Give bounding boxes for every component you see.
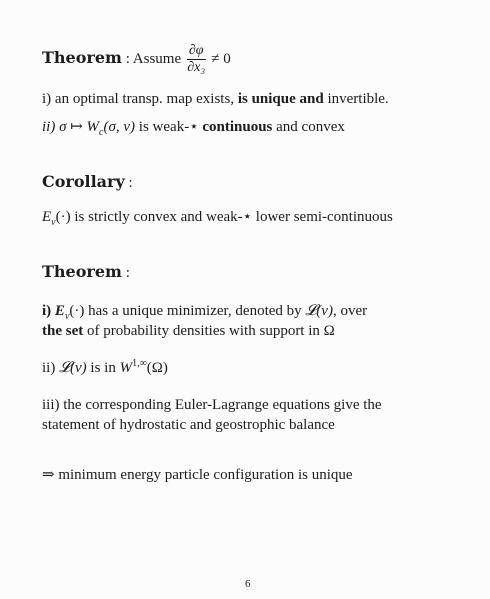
theorem2-heading-line <box>42 263 130 282</box>
conclusion-line: ⇒ minimum energy particle configuration is unique <box>42 467 353 483</box>
corollary-sub: ν <box>51 217 56 228</box>
corollary-statement <box>42 208 393 232</box>
theorem1-item2-bold: continuous <box>202 119 273 135</box>
theorem1-item2-mid: is weak-⋆ <box>135 119 203 135</box>
theorem1-item1 <box>42 90 389 108</box>
theorem2-item1-arg: (·) <box>69 303 85 319</box>
theorem2-item1-prefix: i) <box>42 303 55 319</box>
theorem1-item2-suffix: and convex <box>272 119 345 135</box>
theorem2-item1-line2 <box>42 322 335 340</box>
theorem2-item2-w: W <box>119 360 133 376</box>
theorem2-item3-line2: statement of hydrostatic and geostrophic balance <box>42 417 335 433</box>
theorem2-item1-line2-text: of probability densities with support in Ω <box>83 323 335 339</box>
theorem2-item2 <box>42 355 168 377</box>
theorem1-item2 <box>42 118 345 142</box>
theorem2-item2-prefix: ii) <box>42 360 60 376</box>
theorem2-item1-sub: ν <box>64 311 70 322</box>
theorem2-item2-sup: 1,∞ <box>132 358 147 369</box>
theorem2-item2-l: 𝓛(ν) <box>59 360 87 376</box>
theorem1-item1-mid: and <box>295 91 324 107</box>
theorem2-sep: : <box>121 265 130 281</box>
not-equal-zero: ≠ 0 <box>211 51 231 67</box>
corollary-e: E <box>42 209 52 225</box>
corollary-sep: : <box>124 175 133 191</box>
corollary-text: is strictly convex and weak-⋆ lower semi-continuous <box>70 209 393 225</box>
theorem1-item1-prefix: i) an optimal transp. map exists, <box>42 91 238 107</box>
fraction-numerator: ∂φ <box>188 43 204 59</box>
theorem1-item2-sub: c <box>99 127 104 138</box>
corollary-arg: (·) <box>55 209 71 225</box>
partial-derivative-fraction <box>187 43 206 76</box>
theorem2-item2-arg: (Ω) <box>146 360 168 376</box>
theorem1-heading: Theorem <box>42 48 122 67</box>
theorem2-item2-mid: is in <box>86 360 120 376</box>
theorem2-item1-line2-bold: the set <box>42 323 84 339</box>
theorem1-assume: Assume <box>132 51 182 67</box>
corollary-heading: Corollary <box>42 172 125 191</box>
theorem1-item2-math: (σ, ν) <box>103 119 136 135</box>
theorem2-item3-line1: iii) the corresponding Euler-Lagrange equations give the <box>42 397 382 413</box>
theorem1-item1-bold: is unique <box>237 91 296 107</box>
theorem1-sep: : <box>121 51 133 67</box>
theorem2-item1-text: has a unique minimizer, denoted by <box>84 303 306 319</box>
corollary-heading-line <box>42 173 133 192</box>
theorem1-item1-suffix: invertible. <box>323 91 389 107</box>
theorem1-item2-prefix: ii) σ ↦ W <box>42 119 100 135</box>
theorem1-heading-line <box>42 40 231 76</box>
theorem2-item1-e: E <box>54 303 65 319</box>
page-number: 6 <box>245 578 251 590</box>
theorem2-item1-suffix: , over <box>332 303 368 319</box>
theorem2-heading: Theorem <box>42 262 122 281</box>
fraction-denominator: ∂x₃ <box>187 60 206 76</box>
theorem2-item1-l: 𝓛(ν) <box>305 303 333 319</box>
